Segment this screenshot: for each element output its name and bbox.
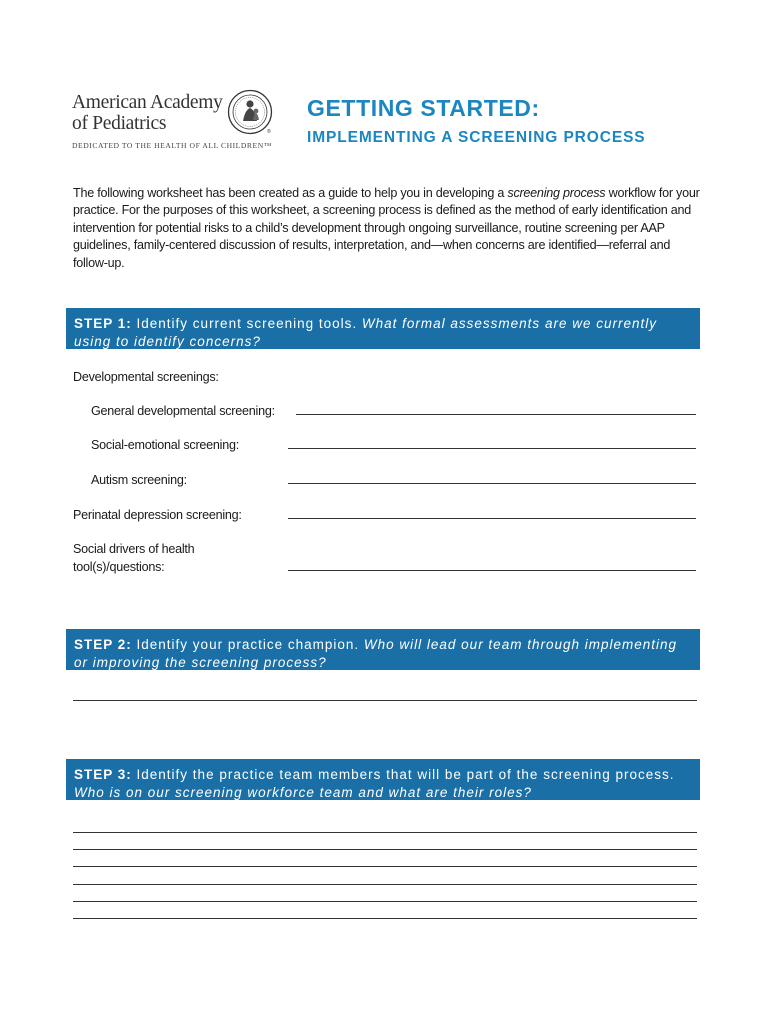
- page-subtitle: IMPLEMENTING A SCREENING PROCESS: [307, 129, 646, 146]
- general-developmental-field[interactable]: [296, 414, 696, 415]
- logo-wordmark: [72, 92, 223, 134]
- general-developmental-label: General developmental screening:: [91, 404, 275, 418]
- social-drivers-field[interactable]: [288, 570, 696, 571]
- page-title: GETTING STARTED:: [307, 95, 540, 121]
- aap-seal-icon: [227, 89, 273, 135]
- step-2-header: [66, 629, 700, 670]
- social-emotional-field[interactable]: [288, 448, 696, 449]
- step-2-text: Identify your practice champion.: [131, 637, 364, 652]
- step-3-text: Identify the practice team members that will be part of the screening process.: [131, 767, 675, 782]
- step-1-header: [66, 308, 700, 349]
- step-1-text: Identify current screening tools.: [131, 316, 362, 331]
- logo-tagline: DEDICATED TO THE HEALTH OF ALL CHILDREN™: [72, 141, 272, 150]
- team-member-field[interactable]: [73, 884, 697, 885]
- perinatal-depression-field[interactable]: [288, 518, 696, 519]
- social-drivers-label-line-2: tool(s)/questions:: [73, 560, 165, 574]
- intro-text-start: The following worksheet has been created as a guide to help you in developing a: [73, 186, 508, 200]
- logo-line-2: of Pediatrics: [72, 113, 167, 134]
- team-member-field[interactable]: [73, 901, 697, 902]
- team-member-field[interactable]: [73, 866, 697, 867]
- svg-text:®: ®: [267, 129, 271, 135]
- social-drivers-label-line-1: Social drivers of health: [73, 542, 195, 556]
- step-3-header: [66, 759, 700, 800]
- developmental-screenings-label: Developmental screenings:: [73, 370, 219, 384]
- step-2-question: Who will lead our team through implementing or improving the screening process?: [74, 637, 678, 670]
- team-member-field[interactable]: [73, 849, 697, 850]
- logo-line-1: American Academy: [72, 92, 223, 113]
- step-1-question: What formal assessments are we currently using to identify concerns?: [74, 316, 657, 349]
- team-member-field[interactable]: [73, 832, 697, 833]
- social-emotional-label: Social-emotional screening:: [91, 438, 239, 452]
- intro-paragraph: [73, 185, 703, 272]
- step-2-label: STEP 2:: [74, 637, 132, 652]
- intro-text-end: workflow for your practice. For the purposes of this worksheet, a screening process is defined as the method of early identification and intervention for potential risks to a child’s development through ongoing surveillance, routine screening per AAP guidelines, family-centered discussion of results, interpretation, and—when concerns are identified—referral and follow-up.: [73, 186, 700, 270]
- step-1-label: STEP 1:: [74, 316, 132, 331]
- perinatal-depression-label: Perinatal depression screening:: [73, 508, 242, 522]
- step-3-question: Who is on our screening workforce team and what are their roles?: [74, 785, 532, 800]
- practice-champion-field[interactable]: [73, 700, 697, 701]
- step-3-label: STEP 3:: [74, 767, 132, 782]
- aap-logo: [72, 92, 277, 154]
- autism-field[interactable]: [288, 483, 696, 484]
- intro-emphasis: screening process: [507, 186, 606, 200]
- team-member-field[interactable]: [73, 918, 697, 919]
- autism-label: Autism screening:: [91, 473, 187, 487]
